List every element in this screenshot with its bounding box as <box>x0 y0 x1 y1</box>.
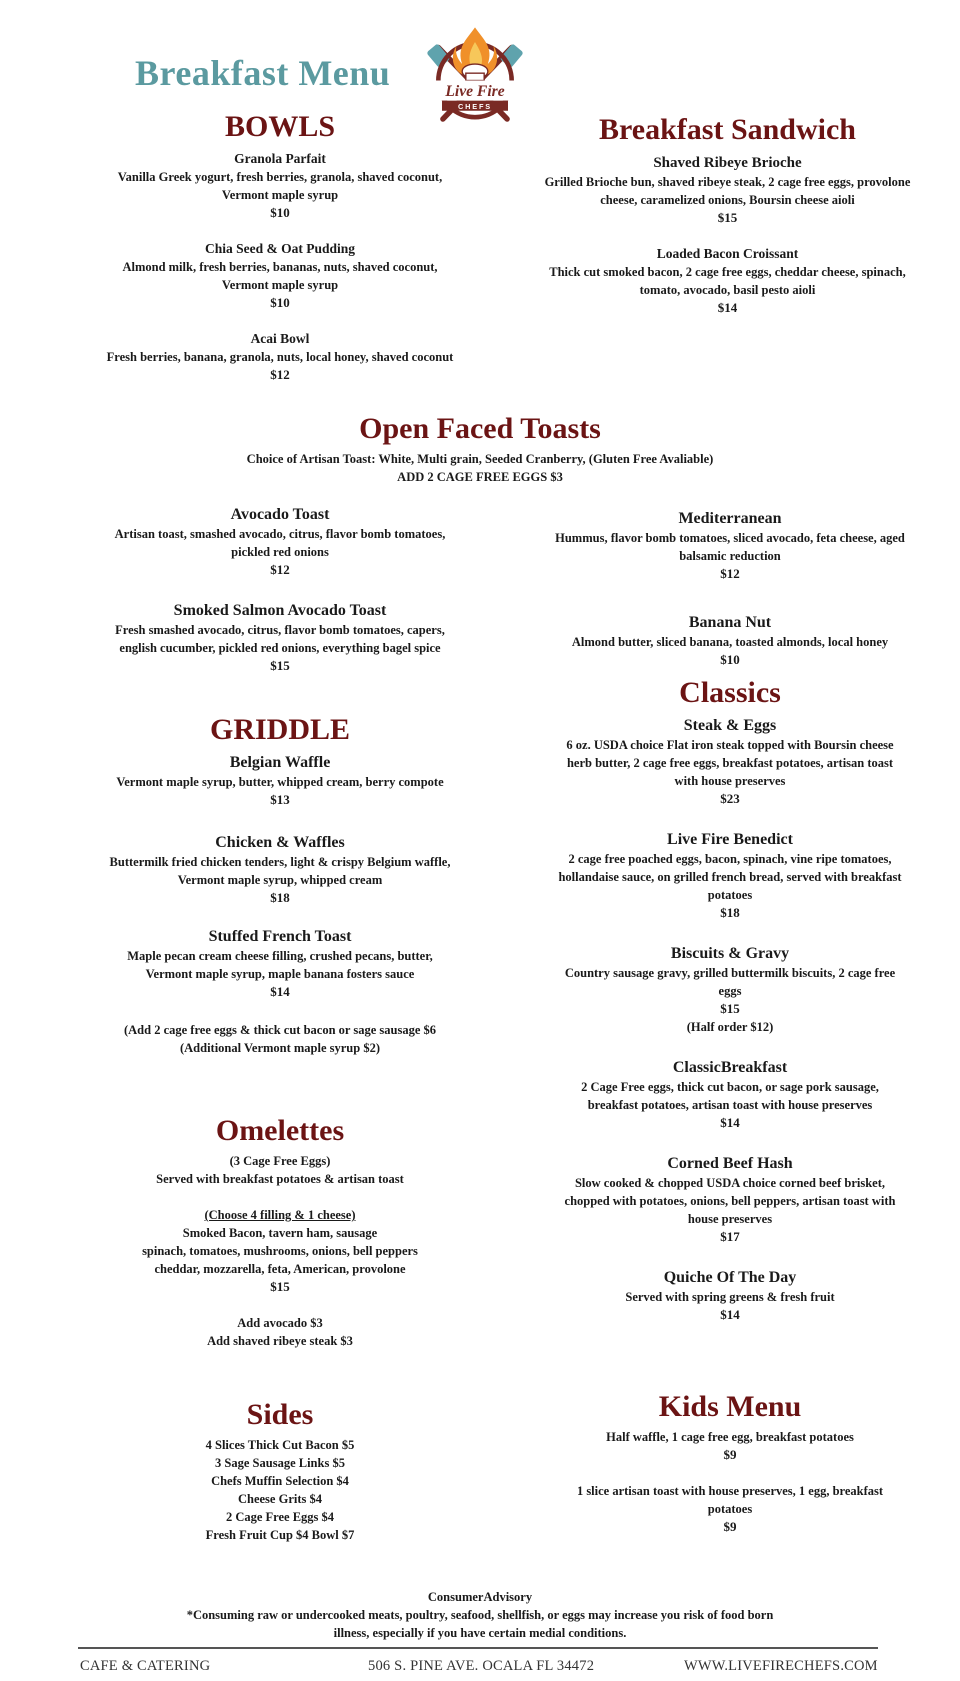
menu-item: 1 slice artisan toast with house preserves, 1 egg, breakfast potatoes $9 <box>576 1484 884 1534</box>
section-heading-kids: Kids Menu <box>658 1390 802 1423</box>
sandwich-section <box>505 115 950 337</box>
section-heading-classics: Classics <box>679 676 781 709</box>
classics-section <box>510 678 950 1344</box>
menu-item: Shaved Ribeye Brioche Grilled Brioche bun, shaved ribeye steak, 2 cage free eggs, provolone cheese, caramelized onions, Boursin cheese aioli $15 <box>544 155 911 225</box>
toasts-right <box>510 509 950 689</box>
toasts-left <box>60 505 500 695</box>
section-heading-sides: Sides <box>246 1398 314 1431</box>
griddle-section <box>60 715 500 1057</box>
menu-item: ClassicBreakfast 2 Cage Free eggs, thick cut bacon, or sage pork sausage, breakfast potatoes, artisan toast with house preserves $14 <box>581 1059 879 1130</box>
footer-tagline: CAFE & CATERING <box>80 1658 211 1674</box>
footer-address: 506 S. PINE AVE. OCALA FL 34472 <box>368 1658 595 1674</box>
omelette-choose-note: (Choose 4 filling & 1 cheese) <box>204 1208 356 1222</box>
menu-item: Granola Parfait Vanilla Greek yogurt, fresh berries, granola, shaved coconut, Vermont maple syrup $10 <box>117 151 443 220</box>
section-heading-griddle: GRIDDLE <box>209 713 351 746</box>
side-item: Fresh Fruit Cup $4 Bowl $7 <box>205 1528 355 1542</box>
menu-item: Acai Bowl Fresh berries, banana, granola, nuts, local honey, shaved coconut $12 <box>106 331 454 382</box>
omelettes-section: Omelettes (3 Cage Free Eggs) Served with breakfast potatoes & artisan toast (Choose 4 filling & 1 cheese) Smoked Bacon, tavern ham, sausage spinach, tomatoes, mushrooms, onions, bell peppers cheddar, mozzarella, feta, American, provolone $15 Add avocado $3 Add shaved ribeye steak $3 <box>60 1116 500 1350</box>
griddle-addon: (Add 2 cage free eggs & thick cut bacon or sage sausage $6 <box>123 1023 436 1037</box>
menu-item: Mediterranean Hummus, flavor bomb tomatoes, sliced avocado, feta cheese, aged balsamic reduction $12 <box>555 510 905 581</box>
advisory-title: ConsumerAdvisory <box>427 1590 533 1604</box>
menu-item: Stuffed French Toast Maple pecan cream cheese filling, crushed pecans, butter, Vermont maple syrup, maple banana fosters sauce $14 <box>127 928 433 999</box>
toasts-header: Open Faced Toasts Choice of Artisan Toast: White, Multi grain, Seeded Cranberry, (Gluten Free Avaliable) ADD 2 CAGE FREE EGGS $3 <box>150 414 810 486</box>
side-item: 3 Sage Sausage Links $5 <box>215 1456 345 1470</box>
kids-section <box>510 1392 950 1556</box>
svg-text:CHEFS: CHEFS <box>457 101 493 111</box>
menu-item: Belgian Waffle Vermont maple syrup, butter, whipped cream, berry compote $13 <box>116 754 444 807</box>
page-title: Breakfast Menu <box>135 53 391 93</box>
menu-item: Biscuits & Gravy Country sausage gravy, grilled buttermilk biscuits, 2 cage free eggs $15 (Half order $12) <box>564 945 896 1034</box>
menu-item: Steak & Eggs 6 oz. USDA choice Flat iron steak topped with Boursin cheese herb butter, 2 cage free eggs, breakfast potatoes, artisan toast with house preserves $23 <box>566 717 894 806</box>
section-heading-toasts: Open Faced Toasts <box>359 412 601 445</box>
menu-item: Live Fire Benedict 2 cage free poached eggs, bacon, spinach, vine ripe tomatoes, hollandaise sauce, on grilled french bread, served with breakfast potatoes $18 <box>558 831 902 920</box>
footer-website-link[interactable]: WWW.LIVEFIRECHEFS.COM <box>684 1658 878 1674</box>
menu-item: Quiche Of The Day Served with spring greens & fresh fruit $14 <box>625 1269 835 1322</box>
menu-item: Smoked Salmon Avocado Toast Fresh smashed avocado, citrus, flavor bomb tomatoes, capers, english cucumber, pickled red onions, everything bagel spice $15 <box>115 602 445 673</box>
menu-item: Loaded Bacon Croissant Thick cut smoked bacon, 2 cage free eggs, cheddar cheese, spinach, tomato, avocado, basil pesto aioli $14 <box>549 246 906 315</box>
side-item: 4 Slices Thick Cut Bacon $5 <box>205 1438 355 1452</box>
section-heading-sandwich: Breakfast Sandwich <box>599 113 856 146</box>
sides-section <box>80 1400 480 1544</box>
consumer-advisory: ConsumerAdvisory *Consuming raw or undercooked meats, poultry, seafood, shellfish, or eggs may increase you risk of food born illness, especially if you have certain medial conditions. <box>80 1588 880 1642</box>
side-item: 2 Cage Free Eggs $4 <box>225 1510 335 1524</box>
menu-item: Banana Nut Almond butter, sliced banana, toasted almonds, local honey $10 <box>571 614 889 667</box>
footer-divider <box>78 1647 878 1649</box>
menu-item: Chia Seed & Oat Pudding Almond milk, fresh berries, bananas, nuts, shaved coconut, Vermont maple syrup $10 <box>122 241 438 310</box>
menu-item: Half waffle, 1 cage free egg, breakfast potatoes $9 <box>606 1430 854 1462</box>
section-heading-omelettes: Omelettes <box>215 1114 345 1147</box>
menu-item: Corned Beef Hash Slow cooked & chopped USDA choice corned beef brisket, chopped with potatoes, onions, bell peppers, artisan toast with house preserves $17 <box>564 1155 896 1244</box>
side-item: Cheese Grits $4 <box>237 1492 322 1506</box>
side-item: Chefs Muffin Selection $4 <box>211 1474 349 1488</box>
griddle-addon: (Additional Vermont maple syrup $2) <box>179 1041 381 1055</box>
bowls-section <box>60 112 500 404</box>
menu-item: Chicken & Waffles Buttermilk fried chicken tenders, light & crispy Belgium waffle, Vermont maple syrup, whipped cream $18 <box>109 834 451 905</box>
svg-text:Live Fire: Live Fire <box>445 83 505 101</box>
menu-item: Avocado Toast Artisan toast, smashed avocado, citrus, flavor bomb tomatoes, pickled red onions $12 <box>114 506 446 577</box>
section-heading-bowls: BOWLS <box>224 110 336 143</box>
